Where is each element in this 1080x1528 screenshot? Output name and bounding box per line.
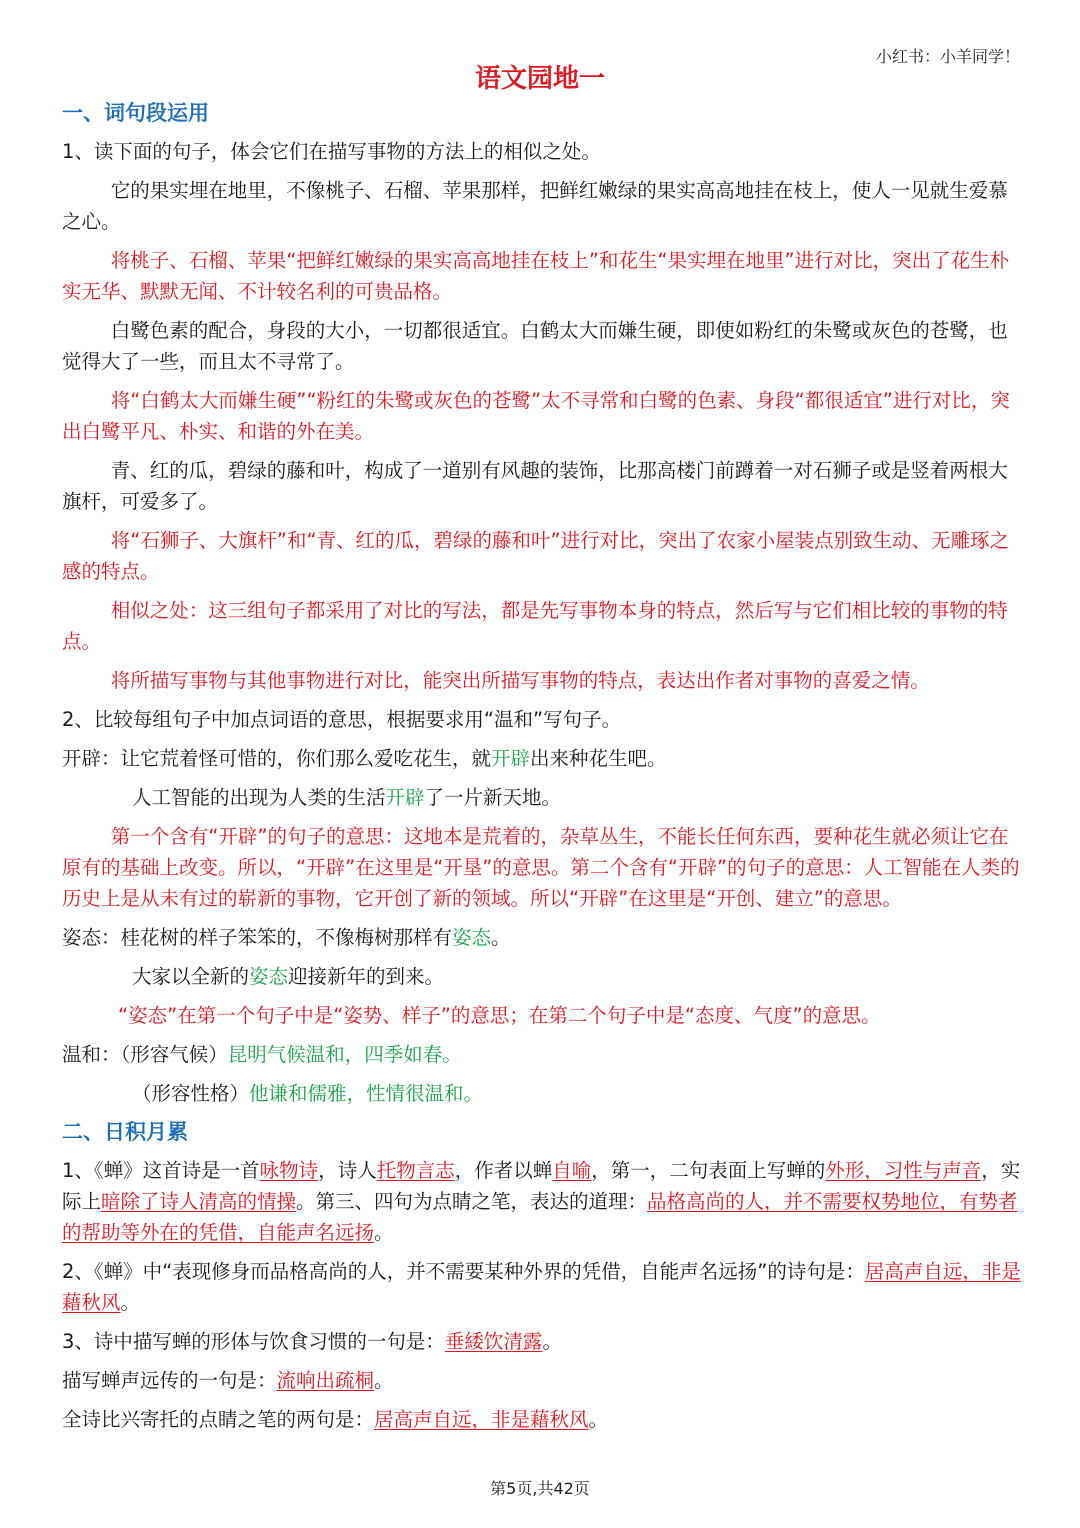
text: 大家以全新的 — [132, 965, 250, 988]
blank-answer: 流响出疏桐 — [276, 1369, 375, 1392]
answer-peanut: 将桃子、石榴、苹果“把鲜红嫩绿的果实高高地挂在枝上”和花生“果实埋在地里”进行对比，突出了花生朴实无华、默默无闻、不计较名利的可贵品格。 — [62, 249, 1010, 303]
text: ，实际上 — [62, 1159, 1021, 1213]
text: （形容性格） — [132, 1082, 250, 1105]
keyword: 姿态 — [452, 926, 492, 949]
page-title: 语文园地一 — [474, 64, 605, 94]
blank-answer: 暗除了诗人清高的情操 — [101, 1190, 297, 1213]
question-2: 2、比较每组句子中加点词语的意思，根据要求用“温和”写句子。 — [62, 708, 622, 731]
poem-question-5 — [62, 1404, 1022, 1435]
answer-egret: 将“白鹤太大而嫌生硬”“粉红的朱鹭或灰色的苍鹭”太不寻常和白鹭的色素、身段“都很适宜”进行对比，突出白鹭平凡、朴实、和谐的外在美。 — [62, 389, 1010, 443]
sentence-peanut: 它的果实埋在地里，不像桃子、石榴、苹果那样，把鲜红嫩绿的果实高高地挂在枝上，使人一见就生爱慕之心。 — [62, 179, 1008, 233]
content — [62, 98, 1022, 1443]
text: 迎接新年的到来。 — [288, 965, 445, 988]
blank-answer: 咏物诗 — [259, 1159, 319, 1182]
answer-similarity: 相似之处：这三组句子都采用了对比的写法，都是先写事物本身的特点，然后写与它们相比较的事物的特点。 — [62, 599, 1008, 653]
text: 。第三、四句为点睛之笔，表达的道理： — [296, 1190, 648, 1213]
text: 。 — [542, 1330, 562, 1353]
text: 1、《蝉》这首诗是一首 — [62, 1159, 260, 1182]
poem-question-2 — [62, 1256, 1022, 1318]
wenhe-climate — [62, 1039, 1022, 1070]
blank-answer: 品格高尚的人，并不需要权势地位，有势者的帮助等外在的凭借，自能声名远扬 — [62, 1190, 1018, 1244]
text: 。 — [491, 926, 511, 949]
blank-answer: 居高声自远，非是藉秋风 — [62, 1260, 1021, 1314]
text: 出来种花生吧。 — [530, 747, 667, 770]
zitai-sentence-1 — [62, 922, 1022, 953]
text: 人工智能的出现为人类的生活 — [132, 786, 386, 809]
text: 。 — [588, 1408, 609, 1431]
keyword: 开辟 — [491, 747, 531, 770]
poem-question-4 — [62, 1365, 1022, 1396]
wenhe-character — [62, 1078, 1022, 1109]
text: 。 — [374, 1221, 394, 1244]
text: 温和：（形容气候） — [62, 1043, 228, 1066]
text: 2、《蝉》中“表现修身而品格高尚的人，并不需要某种外界的凭借，自能声名远扬”的诗句是： — [62, 1260, 865, 1283]
sentence-melon: 青、红的瓜，碧绿的藤和叶，构成了一道别有风趣的装饰，比那高楼门前蹲着一对石狮子或是竖着两根大旗杆，可爱多了。 — [62, 459, 1008, 513]
answer-melon: 将“石狮子、大旗杆”和“青、红的瓜，碧绿的藤和叶”进行对比，突出了农家小屋装点别致生动、无雕琢之感的特点。 — [62, 529, 1010, 583]
blank-answer: 垂緌饮清露 — [444, 1330, 543, 1353]
text: 。 — [374, 1369, 394, 1392]
text: 开辟：让它荒着怪可惜的，你们那么爱吃花生，就 — [62, 747, 492, 770]
blank-answer: 居高声自远，非是藉秋风 — [374, 1408, 589, 1431]
wenhe-climate-answer: 昆明气候温和，四季如春。 — [227, 1043, 462, 1066]
keyword: 姿态 — [249, 965, 289, 988]
section-heading-1: 一、词句段运用 — [62, 101, 209, 125]
poem-question-3 — [62, 1326, 1022, 1357]
blank-answer: 自喻 — [552, 1159, 592, 1182]
text: 3、诗中描写蝉的形体与饮食习惯的一句是： — [62, 1330, 445, 1353]
text: 了一片新天地。 — [424, 786, 562, 809]
text: 。 — [120, 1291, 141, 1314]
sentence-egret: 白鹭色素的配合，身段的大小，一切都很适宜。白鹤太大而嫌生硬，即使如粉红的朱鹭或灰色的苍鹭，也觉得大了一些，而且太不寻常了。 — [62, 319, 1008, 373]
keyword: 开辟 — [385, 786, 425, 809]
kaipi-sentence-1 — [62, 743, 1022, 774]
answer-kaipi: 第一个含有“开辟”的句子的意思：这地本是荒着的，杂草丛生，不能长任何东西，要种花生就必须让它在原有的基础上改变。所以，“开辟”在这里是“开垦”的意思。第二个含有“开辟”的句子的意思：人工智能在人类的历史上是从未有过的崭新的事物，它开创了新的领域。所以“开辟”在这里是“开创、建立”的意思。 — [62, 825, 1020, 910]
blank-answer: 外形，习性与声音 — [825, 1159, 982, 1182]
text: ，诗人 — [318, 1159, 377, 1182]
answer-zitai: “姿态”在第一个句子中是“姿势、样子”的意思；在第二个句子中是“态度、气度”的意思。 — [118, 1004, 881, 1027]
text: ，第一，二句表面上写蝉的 — [591, 1159, 826, 1182]
watermark: 小红书：小羊同学！ — [875, 47, 1020, 66]
text: 全诗比兴寄托的点睛之笔的两句是： — [62, 1408, 375, 1431]
text: 描写蝉声远传的一句是： — [62, 1369, 277, 1392]
blank-answer: 托物言志 — [376, 1159, 455, 1182]
question-1: 1、读下面的句子，体会它们在描写事物的方法上的相似之处。 — [62, 140, 601, 163]
text: 姿态：桂花树的样子笨笨的，不像梅树那样有 — [62, 926, 453, 949]
wenhe-character-answer: 他谦和儒雅，性情很温和。 — [249, 1082, 484, 1105]
page-number: 第5页,共42页 — [490, 1479, 590, 1498]
section-heading-2: 二、日积月累 — [62, 1120, 188, 1144]
zitai-sentence-2 — [62, 961, 1022, 992]
text: ，作者以蝉 — [454, 1159, 553, 1182]
answer-summary: 将所描写事物与其他事物进行对比，能突出所描写事物的特点，表达出作者对事物的喜爱之情。 — [110, 669, 930, 692]
poem-analysis — [62, 1155, 1022, 1248]
kaipi-sentence-2 — [62, 782, 1022, 813]
